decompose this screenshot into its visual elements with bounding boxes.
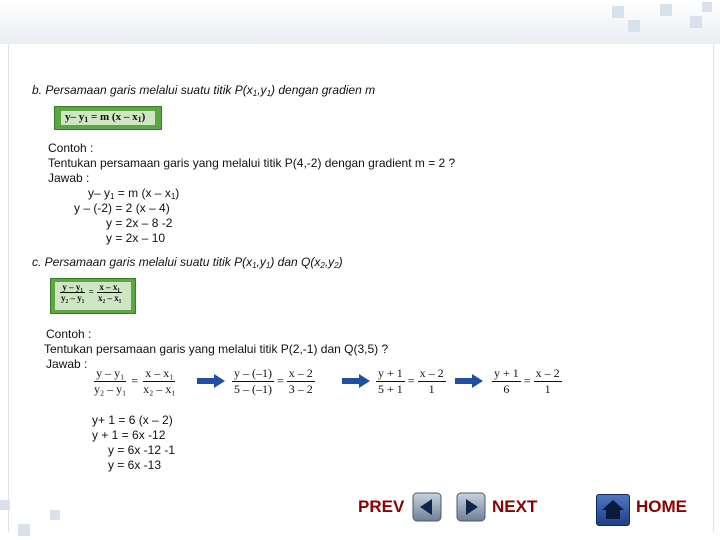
section-c-heading: c. Persamaan garis melalui suatu titik $P(x_1,y_1)$ dan $Q(x_2,y_2)$ bbox=[32, 255, 343, 270]
formula-box-b bbox=[54, 106, 162, 130]
deco-square bbox=[612, 6, 624, 18]
answer-line: y + 1 = 6x -12 bbox=[92, 428, 166, 442]
deco-square bbox=[702, 2, 712, 12]
prev-button-icon[interactable] bbox=[412, 492, 442, 522]
deco-square bbox=[628, 20, 640, 32]
answer-line: y = 2x – 10 bbox=[106, 231, 166, 245]
deco-square bbox=[50, 510, 60, 520]
step-formula: $\frac{\text{y – y₁}}{\text{y₂ – y₁}}$ = $\frac{\text{x – x₁}}{\text{x₂ – x₁}}$ bbox=[94, 366, 176, 396]
answer-label: Jawab : bbox=[48, 171, 90, 185]
answer-line: y = 2x – 8 -2 bbox=[106, 216, 173, 230]
step-formula: $\frac{y + 1}{6}$ = $\frac{x - 2}{1}$ bbox=[494, 366, 560, 396]
arrow-right-icon bbox=[342, 374, 370, 388]
step-formula: $\frac{y - (-1)}{5 - (-1)}$ = $\frac{x - 2}{3 - 2}$ bbox=[234, 366, 313, 396]
answer-line: y = 6x -12 -1 bbox=[108, 443, 176, 457]
answer-line: y – (-2) = 2 (x – 4) bbox=[74, 201, 170, 215]
answer-line: y = 6x -13 bbox=[108, 458, 162, 472]
arrow-right-icon bbox=[455, 374, 483, 388]
formula-box-c bbox=[50, 278, 136, 314]
deco-square bbox=[0, 500, 10, 510]
example-label: Contoh : bbox=[48, 141, 94, 155]
arrow-right-icon bbox=[197, 374, 225, 388]
answer-line: y+ 1 = 6 (x – 2) bbox=[92, 413, 173, 427]
next-label[interactable]: NEXT bbox=[492, 497, 538, 516]
home-button-icon[interactable] bbox=[596, 494, 630, 526]
example-question: Tentukan persamaan garis yang melalui titik P(4,-2) dengan gradient m = 2 ? bbox=[48, 156, 456, 170]
home-label[interactable]: HOME bbox=[636, 497, 687, 516]
deco-square bbox=[690, 16, 702, 28]
answer-label: Jawab : bbox=[46, 357, 88, 371]
step-formula: $\frac{y + 1}{5 + 1}$ = $\frac{x - 2}{1}$ bbox=[378, 366, 444, 396]
deco-square bbox=[18, 524, 30, 536]
prev-label[interactable]: PREV bbox=[358, 497, 405, 516]
two-point-formula: $\frac{\text{y – y₁}}{\text{y₂ – y₁}}$ = $\frac{\text{x – x₁}}{\text{x₂ – x₁}}$ bbox=[61, 282, 122, 303]
section-b-heading: b. Persamaan garis melalui suatu titik $P(x_1,y_1)$ dengan gradien m bbox=[32, 83, 376, 98]
house-icon bbox=[597, 495, 629, 525]
example-label: Contoh : bbox=[46, 327, 92, 341]
deco-square bbox=[660, 4, 672, 16]
example-question: Tentukan persamaan garis yang melalui titik P(2,-1) dan Q(3,5) ? bbox=[44, 342, 389, 356]
point-slope-formula: y– $y_1 = m$ $(x - x_1)$ bbox=[65, 111, 146, 124]
answer-line: y– $y_1 = m$ $(x - x_1)$ bbox=[88, 186, 180, 201]
next-button-icon[interactable] bbox=[456, 492, 486, 522]
